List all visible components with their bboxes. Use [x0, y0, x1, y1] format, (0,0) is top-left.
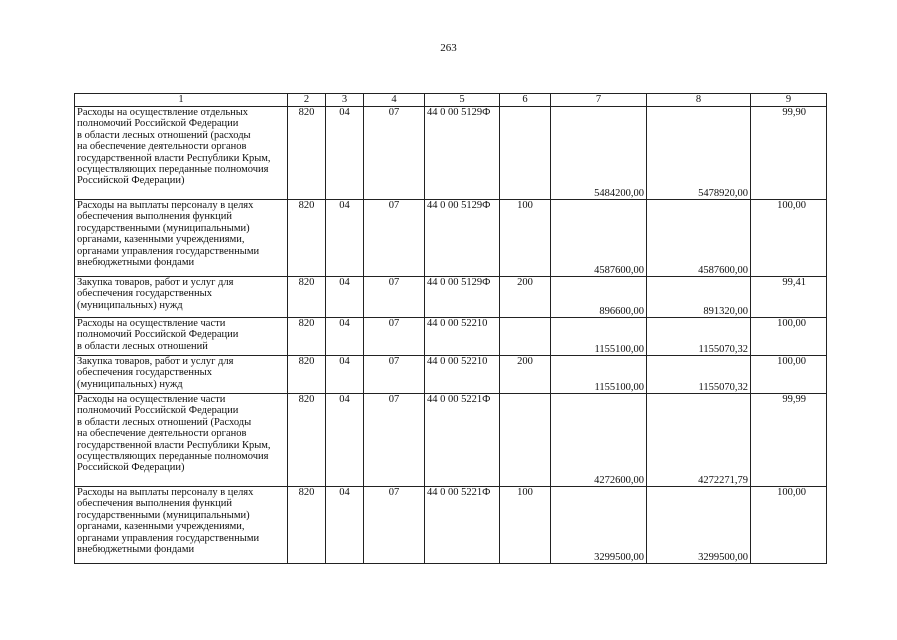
subsection-code-cell: 07: [364, 277, 425, 318]
execution-percent-cell: 100,00: [751, 200, 827, 277]
planned-amount-cell: 4272600,00: [551, 394, 647, 487]
column-header-5: 5: [425, 94, 500, 107]
table-row: [75, 487, 827, 564]
column-header-1: 1: [75, 94, 288, 107]
planned-amount-cell: 1155100,00: [551, 318, 647, 356]
expense-type-cell: [500, 107, 551, 200]
executed-amount-cell: 1155070,32: [647, 356, 751, 394]
target-article-cell: 44 0 00 5129Ф: [425, 200, 500, 277]
section-code-cell: 04: [326, 487, 364, 564]
expense-type-cell: 100: [500, 200, 551, 277]
column-header-7: 7: [551, 94, 647, 107]
column-header-2: 2: [288, 94, 326, 107]
expense-type-cell: 200: [500, 277, 551, 318]
expense-name-cell: Расходы на выплаты персоналу в целях обеспечения выполнения функций государственными (муниципальными) органами, казенными учреждениями, органами управления государственными внебюджетными фондами: [75, 487, 288, 564]
target-article-cell: 44 0 00 52210: [425, 318, 500, 356]
table-row: [75, 200, 827, 277]
header-row: [75, 94, 827, 107]
section-code-cell: 04: [326, 318, 364, 356]
section-code-cell: 04: [326, 107, 364, 200]
expense-name-cell: Закупка товаров, работ и услуг для обеспечения государственных (муниципальных) нужд: [75, 277, 288, 318]
table-row: [75, 356, 827, 394]
target-article-cell: 44 0 00 5221Ф: [425, 487, 500, 564]
subsection-code-cell: 07: [364, 394, 425, 487]
grbs-code-cell: 820: [288, 107, 326, 200]
grbs-code-cell: 820: [288, 487, 326, 564]
expense-name-cell: Расходы на осуществление части полномочий Российской Федерации в области лесных отношений (Расходы на обеспечение деятельности органов государственной власти Республики Крым, осуществляющих переданные полномочия Российской Федерации): [75, 394, 288, 487]
execution-percent-cell: 100,00: [751, 487, 827, 564]
executed-amount-cell: 4587600,00: [647, 200, 751, 277]
section-code-cell: 04: [326, 277, 364, 318]
expense-type-cell: [500, 318, 551, 356]
planned-amount-cell: 3299500,00: [551, 487, 647, 564]
column-header-8: 8: [647, 94, 751, 107]
section-code-cell: 04: [326, 394, 364, 487]
section-code-cell: 04: [326, 356, 364, 394]
expense-type-cell: 200: [500, 356, 551, 394]
subsection-code-cell: 07: [364, 356, 425, 394]
subsection-code-cell: 07: [364, 107, 425, 200]
planned-amount-cell: 5484200,00: [551, 107, 647, 200]
expense-name-cell: Расходы на выплаты персоналу в целях обеспечения выполнения функций государственными (муниципальными) органами, казенными учреждениями, органами управления государственными внебюджетными фондами: [75, 200, 288, 277]
column-header-6: 6: [500, 94, 551, 107]
subsection-code-cell: 07: [364, 487, 425, 564]
execution-percent-cell: 100,00: [751, 318, 827, 356]
executed-amount-cell: 4272271,79: [647, 394, 751, 487]
budget-table: [74, 93, 827, 564]
table-row: [75, 277, 827, 318]
expense-name-cell: Расходы на осуществление части полномочий Российской Федерации в области лесных отношений: [75, 318, 288, 356]
subsection-code-cell: 07: [364, 318, 425, 356]
execution-percent-cell: 99,90: [751, 107, 827, 200]
grbs-code-cell: 820: [288, 200, 326, 277]
execution-percent-cell: 99,41: [751, 277, 827, 318]
expense-type-cell: 100: [500, 487, 551, 564]
execution-percent-cell: 100,00: [751, 356, 827, 394]
subsection-code-cell: 07: [364, 200, 425, 277]
planned-amount-cell: 4587600,00: [551, 200, 647, 277]
grbs-code-cell: 820: [288, 318, 326, 356]
executed-amount-cell: 891320,00: [647, 277, 751, 318]
table-row: [75, 394, 827, 487]
target-article-cell: 44 0 00 5129Ф: [425, 107, 500, 200]
expense-name-cell: Расходы на осуществление отдельных полномочий Российской Федерации в области лесных отношений (расходы на обеспечение деятельности органов государственной власти Республики Крым, осуществляющих переданные полномочия Российской Федерации): [75, 107, 288, 200]
planned-amount-cell: 896600,00: [551, 277, 647, 318]
page-number: 263: [440, 42, 457, 54]
column-header-9: 9: [751, 94, 827, 107]
table-body: [75, 94, 827, 564]
grbs-code-cell: 820: [288, 394, 326, 487]
table-row: [75, 318, 827, 356]
expense-name-cell: Закупка товаров, работ и услуг для обеспечения государственных (муниципальных) нужд: [75, 356, 288, 394]
executed-amount-cell: 5478920,00: [647, 107, 751, 200]
grbs-code-cell: 820: [288, 277, 326, 318]
planned-amount-cell: 1155100,00: [551, 356, 647, 394]
grbs-code-cell: 820: [288, 356, 326, 394]
executed-amount-cell: 3299500,00: [647, 487, 751, 564]
target-article-cell: 44 0 00 52210: [425, 356, 500, 394]
column-header-4: 4: [364, 94, 425, 107]
table-row: [75, 107, 827, 200]
execution-percent-cell: 99,99: [751, 394, 827, 487]
section-code-cell: 04: [326, 200, 364, 277]
target-article-cell: 44 0 00 5129Ф: [425, 277, 500, 318]
executed-amount-cell: 1155070,32: [647, 318, 751, 356]
column-header-3: 3: [326, 94, 364, 107]
target-article-cell: 44 0 00 5221Ф: [425, 394, 500, 487]
expense-type-cell: [500, 394, 551, 487]
